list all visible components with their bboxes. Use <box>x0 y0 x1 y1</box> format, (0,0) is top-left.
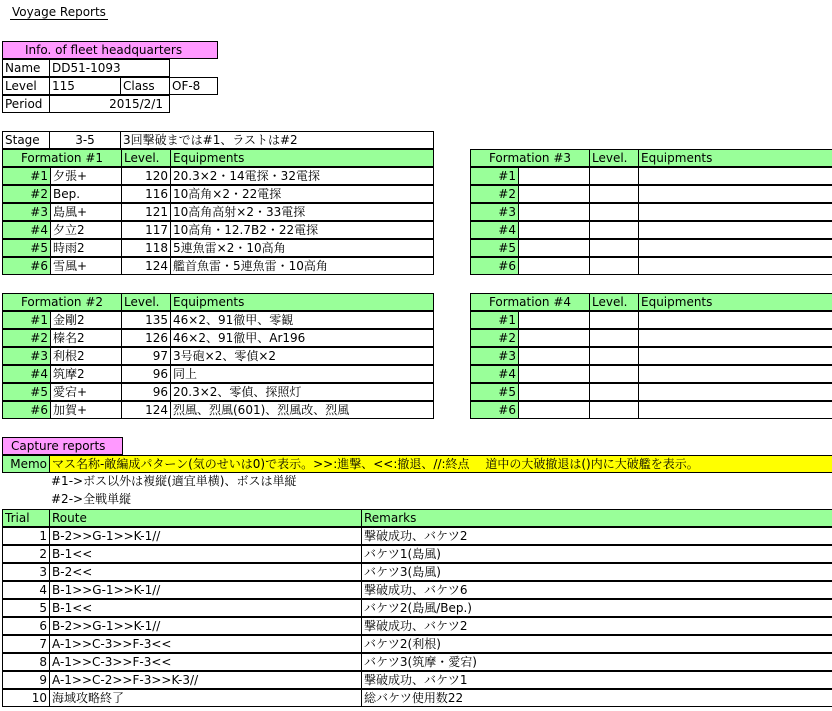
formation3-level-header: Level. <box>589 149 639 167</box>
route-cell[interactable]: 海域攻略終了 <box>49 689 362 707</box>
stage-note[interactable]: 3回撃破までは#1、ラストは#2 <box>120 131 434 149</box>
formation2-ship-name[interactable]: 筑摩2 <box>50 365 122 383</box>
formation1-ship-level[interactable]: 116 <box>121 185 171 203</box>
formation2-title: Formation #2 <box>2 293 122 311</box>
formation3-row-no: #2 <box>470 185 519 203</box>
route-cell[interactable]: B-1<< <box>49 599 362 617</box>
formation1-ship-equip[interactable]: 10高角高射×2・33電探 <box>170 203 434 221</box>
formation2-ship-level[interactable]: 97 <box>121 347 171 365</box>
trial-number: 7 <box>2 635 50 653</box>
formation4-ship-name[interactable] <box>518 329 590 347</box>
formation3-ship-equip[interactable] <box>638 239 832 257</box>
formation1-ship-name[interactable]: 夕張+ <box>50 167 122 185</box>
formation1-ship-equip[interactable]: 5連魚雷×2・10高角 <box>170 239 434 257</box>
trial-number: 4 <box>2 581 50 599</box>
level-label: Level <box>2 77 50 95</box>
formation1-ship-name[interactable]: 時雨2 <box>50 239 122 257</box>
trial-number: 1 <box>2 527 50 545</box>
formation3-ship-equip[interactable] <box>638 257 832 275</box>
period-value[interactable]: 2015/2/1 <box>49 95 170 113</box>
formation2-row-no: #2 <box>2 329 51 347</box>
remarks-cell[interactable]: 撃破成功、バケツ1 <box>361 671 832 689</box>
stage-label: Stage <box>2 131 50 149</box>
route-header: Route <box>49 509 362 527</box>
formation2-ship-name[interactable]: 愛宕+ <box>50 383 122 401</box>
memo-text[interactable]: マス名称-敵編成パターン(気のせいは0)で表示。>>:進撃、<<:撤退、//:終点 道中の大破撤退は()内に大破艦を表示。 <box>49 455 832 473</box>
formation1-equip-header: Equipments <box>170 149 434 167</box>
formation2-ship-equip[interactable]: 46×2、91徹甲、Ar196 <box>170 329 434 347</box>
remarks-cell[interactable]: バケツ1(島風) <box>361 545 832 563</box>
formation4-ship-equip[interactable] <box>638 383 832 401</box>
report-title-text: Voyage Reports <box>12 5 106 19</box>
formation3-ship-name[interactable] <box>518 167 590 185</box>
remarks-cell[interactable]: 撃破成功、バケツ2 <box>361 527 832 545</box>
formation1-level-header: Level. <box>121 149 171 167</box>
name-label: Name <box>2 59 50 77</box>
formation3-ship-level[interactable] <box>589 167 639 185</box>
trial-number: 6 <box>2 617 50 635</box>
formation2-row-no: #1 <box>2 311 51 329</box>
formation4-level-header: Level. <box>589 293 639 311</box>
formation2-ship-name[interactable]: 利根2 <box>50 347 122 365</box>
formation2-equip-header: Equipments <box>170 293 434 311</box>
route-cell[interactable]: A-1>>C-3>>F-3<< <box>49 653 362 671</box>
hq-header: Info. of fleet headquarters <box>2 41 218 59</box>
formation4-row-no: #1 <box>470 311 519 329</box>
formation4-ship-level[interactable] <box>589 383 639 401</box>
name-value[interactable]: DD51-1093 <box>49 59 170 77</box>
formation2-ship-equip[interactable]: 烈風、烈風(601)、烈風改、烈風 <box>170 401 434 419</box>
formation4-ship-level[interactable] <box>589 311 639 329</box>
formation3-ship-level[interactable] <box>589 203 639 221</box>
formation1-ship-level[interactable]: 117 <box>121 221 171 239</box>
formation2-ship-equip[interactable]: 同上 <box>170 365 434 383</box>
formation2-ship-level[interactable]: 124 <box>121 401 171 419</box>
formation1-ship-level[interactable]: 121 <box>121 203 171 221</box>
remarks-header: Remarks <box>361 509 832 527</box>
formation4-ship-name[interactable] <box>518 383 590 401</box>
stage-value[interactable]: 3-5 <box>49 131 121 149</box>
remarks-cell[interactable]: 総バケツ使用数22 <box>361 689 832 707</box>
period-label: Period <box>2 95 50 113</box>
trial-number: 5 <box>2 599 50 617</box>
route-cell[interactable]: B-2>>G-1>>K-1// <box>49 617 362 635</box>
class-value[interactable]: OF-8 <box>169 77 218 95</box>
capture-header: Capture reports <box>2 437 123 455</box>
formation3-ship-level[interactable] <box>589 257 639 275</box>
formation3-ship-equip[interactable] <box>638 203 832 221</box>
formation2-row-no: #6 <box>2 401 51 419</box>
route-cell[interactable]: B-1>>G-1>>K-1// <box>49 581 362 599</box>
formation1-row-no: #3 <box>2 203 51 221</box>
formation3-ship-name[interactable] <box>518 257 590 275</box>
trial-header: Trial <box>2 509 50 527</box>
formation4-ship-equip[interactable] <box>638 365 832 383</box>
formation4-row-no: #2 <box>470 329 519 347</box>
formation2-ship-name[interactable]: 加賀+ <box>50 401 122 419</box>
formation3-row-no: #4 <box>470 221 519 239</box>
remarks-cell[interactable]: バケツ2(島風/Bep.) <box>361 599 832 617</box>
formation1-row-no: #4 <box>2 221 51 239</box>
formation2-ship-level[interactable]: 135 <box>121 311 171 329</box>
route-cell[interactable]: A-1>>C-2>>F-3>>K-3// <box>49 671 362 689</box>
formation4-ship-level[interactable] <box>589 365 639 383</box>
trial-number: 3 <box>2 563 50 581</box>
formation3-ship-equip[interactable] <box>638 221 832 239</box>
formation4-row-no: #6 <box>470 401 519 419</box>
formation2-ship-level[interactable]: 96 <box>121 365 171 383</box>
formation1-ship-level[interactable]: 118 <box>121 239 171 257</box>
formation1-ship-equip[interactable]: 20.3×2・14電探・32電探 <box>170 167 434 185</box>
remarks-cell[interactable]: 撃破成功、バケツ6 <box>361 581 832 599</box>
formation3-ship-name[interactable] <box>518 203 590 221</box>
route-cell[interactable]: B-1<< <box>49 545 362 563</box>
formation2-level-header: Level. <box>121 293 171 311</box>
formation4-title: Formation #4 <box>470 293 590 311</box>
formation4-ship-equip[interactable] <box>638 347 832 365</box>
formation2-row-no: #5 <box>2 383 51 401</box>
formation4-ship-equip[interactable] <box>638 401 832 419</box>
formation1-row-no: #6 <box>2 257 51 275</box>
formation2-ship-level[interactable]: 126 <box>121 329 171 347</box>
formation2-row-no: #4 <box>2 365 51 383</box>
route-cell[interactable]: A-1>>C-3>>F-3<< <box>49 635 362 653</box>
formation4-ship-name[interactable] <box>518 401 590 419</box>
formation2-ship-level[interactable]: 96 <box>121 383 171 401</box>
trial-number: 9 <box>2 671 50 689</box>
formation4-row-no: #5 <box>470 383 519 401</box>
formation2-ship-name[interactable]: 榛名2 <box>50 329 122 347</box>
route-cell[interactable]: B-2>>G-1>>K-1// <box>49 527 362 545</box>
formation4-ship-name[interactable] <box>518 311 590 329</box>
formation2-ship-equip[interactable]: 3号砲×2、零偵×2 <box>170 347 434 365</box>
class-label: Class <box>120 77 170 95</box>
formation1-ship-equip[interactable]: 10高角×2・22電探 <box>170 185 434 203</box>
formation1-ship-name[interactable]: Bep. <box>50 185 122 203</box>
formation1-ship-equip[interactable]: 艦首魚雷・5連魚雷・10高角 <box>170 257 434 275</box>
formation3-ship-name[interactable] <box>518 239 590 257</box>
remarks-cell[interactable]: バケツ3(島風) <box>361 563 832 581</box>
formation3-equip-header: Equipments <box>638 149 832 167</box>
trial-number: 8 <box>2 653 50 671</box>
formation2-ship-name[interactable]: 金剛2 <box>50 311 122 329</box>
formation4-ship-name[interactable] <box>518 347 590 365</box>
formation3-row-no: #5 <box>470 239 519 257</box>
note-1[interactable]: #1->ボス以外は複縦(適宜単横)、ボスは単縦 <box>51 474 297 488</box>
formation4-ship-level[interactable] <box>589 401 639 419</box>
formation4-equip-header: Equipments <box>638 293 832 311</box>
formation3-ship-level[interactable] <box>589 239 639 257</box>
formation1-ship-name[interactable]: 島風+ <box>50 203 122 221</box>
formation2-ship-equip[interactable]: 46×2、91徹甲、零観 <box>170 311 434 329</box>
note-2[interactable]: #2->全戦単縦 <box>51 492 132 506</box>
formation4-row-no: #4 <box>470 365 519 383</box>
formation4-ship-level[interactable] <box>589 347 639 365</box>
formation3-row-no: #6 <box>470 257 519 275</box>
formation4-row-no: #3 <box>470 347 519 365</box>
remarks-cell[interactable]: バケツ2(利根) <box>361 635 832 653</box>
report-title <box>10 4 122 22</box>
formation3-title: Formation #3 <box>470 149 590 167</box>
trial-number: 2 <box>2 545 50 563</box>
route-cell[interactable]: B-2<< <box>49 563 362 581</box>
formation2-ship-equip[interactable]: 20.3×2、零偵、探照灯 <box>170 383 434 401</box>
remarks-cell[interactable]: 撃破成功、バケツ2 <box>361 617 832 635</box>
formation1-ship-equip[interactable]: 10高角・12.7B2・22電探 <box>170 221 434 239</box>
trial-number: 10 <box>2 689 50 707</box>
formation1-ship-level[interactable]: 124 <box>121 257 171 275</box>
formation4-ship-level[interactable] <box>589 329 639 347</box>
formation1-row-no: #2 <box>2 185 51 203</box>
formation1-title: Formation #1 <box>2 149 122 167</box>
formation1-row-no: #5 <box>2 239 51 257</box>
formation4-ship-name[interactable] <box>518 365 590 383</box>
formation1-ship-name[interactable]: 雪風+ <box>50 257 122 275</box>
formation1-ship-name[interactable]: 夕立2 <box>50 221 122 239</box>
memo-label: Memo <box>2 455 50 473</box>
formation2-row-no: #3 <box>2 347 51 365</box>
formation4-ship-equip[interactable] <box>638 311 832 329</box>
formation3-ship-level[interactable] <box>589 221 639 239</box>
level-value[interactable]: 115 <box>49 77 121 95</box>
formation3-ship-name[interactable] <box>518 221 590 239</box>
remarks-cell[interactable]: バケツ3(筑摩・愛宕) <box>361 653 832 671</box>
formation3-ship-equip[interactable] <box>638 185 832 203</box>
formation3-ship-equip[interactable] <box>638 167 832 185</box>
formation1-ship-level[interactable]: 120 <box>121 167 171 185</box>
formation3-ship-name[interactable] <box>518 185 590 203</box>
formation3-row-no: #1 <box>470 167 519 185</box>
formation4-ship-equip[interactable] <box>638 329 832 347</box>
formation3-row-no: #3 <box>470 203 519 221</box>
formation1-row-no: #1 <box>2 167 51 185</box>
formation3-ship-level[interactable] <box>589 185 639 203</box>
